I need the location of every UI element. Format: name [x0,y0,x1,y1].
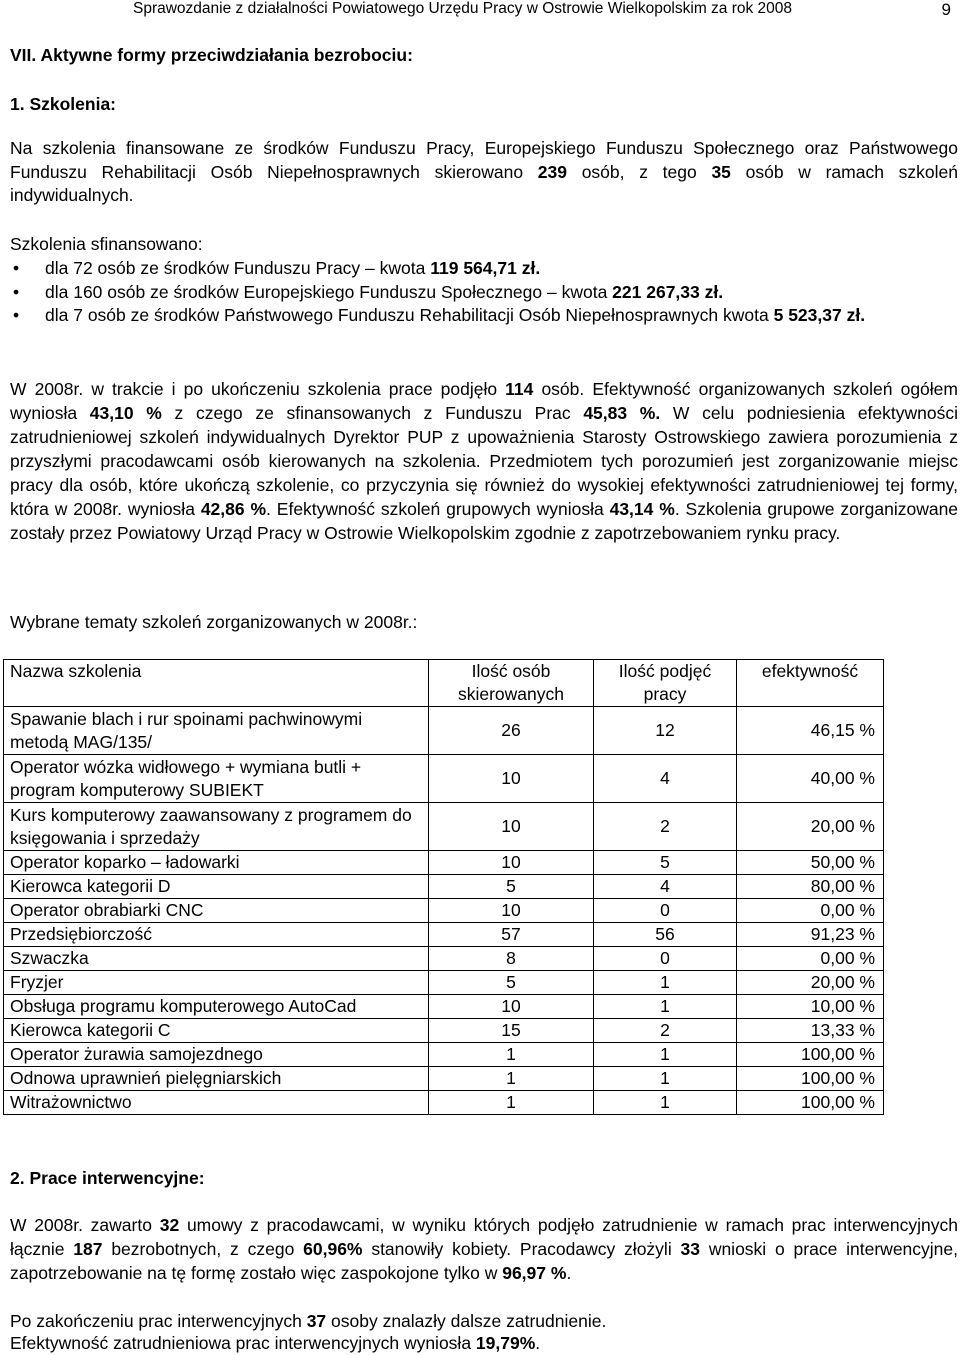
cell-eff: 20,00 % [737,971,884,995]
cell-sent: 26 [429,707,594,755]
intervention-followup: Po zakończeniu prac interwencyjnych 37 osoby znalazły dalsze zatrudnienie. [10,1311,607,1331]
cell-sent: 1 [429,1067,594,1091]
cell-sent: 10 [429,755,594,803]
training-table [3,659,884,1115]
cell-eff: 13,33 % [737,1019,884,1043]
cell-eff: 91,23 % [737,923,884,947]
header-cell: Nazwa szkolenia [4,660,429,707]
header-cell: Ilość osób skierowanych [429,660,594,707]
cell-name: Spawanie blach i rur spoinami pachwinowymi metodą MAG/135/ [4,707,429,755]
cell-sent: 10 [429,851,594,875]
table-row [4,947,884,971]
page-number: 9 [941,0,951,19]
cell-jobs: 1 [594,1043,737,1067]
cell-sent: 10 [429,995,594,1019]
cell-name: Fryzjer [4,971,429,995]
cell-eff: 0,00 % [737,899,884,923]
cell-sent: 1 [429,1043,594,1067]
table-row [4,971,884,995]
list-item: • dla 160 osób ze środków Europejskiego Funduszu Społecznego – kwota 221 267,33 zł. [10,281,933,305]
list-item: • dla 7 osób ze środków Państwowego Funduszu Rehabilitacji Osób Niepełnosprawnych kwota 5 523,37 zł. [10,304,933,328]
cell-sent: 10 [429,899,594,923]
intervention-efficiency: Efektywność zatrudnieniowa prac interwencyjnych wyniosła 19,79%. [10,1333,541,1353]
table-row [4,755,884,803]
cell-sent: 15 [429,1019,594,1043]
table-row [4,1067,884,1091]
topics-label: Wybrane tematy szkoleń zorganizowanych w 2008r.: [10,612,418,632]
cell-jobs: 1 [594,971,737,995]
table-row [4,899,884,923]
cell-eff: 40,00 % [737,755,884,803]
table-row [4,1043,884,1067]
cell-jobs: 4 [594,755,737,803]
cell-name: Operator żurawia samojezdnego [4,1043,429,1067]
cell-jobs: 5 [594,851,737,875]
funded-label: Szkolenia sfinansowano: [10,234,203,254]
cell-eff: 100,00 % [737,1043,884,1067]
cell-jobs: 4 [594,875,737,899]
cell-eff: 80,00 % [737,875,884,899]
header-cell: Ilość podjęć pracy [594,660,737,707]
funding-list [10,257,933,328]
cell-sent: 5 [429,875,594,899]
cell-jobs: 2 [594,1019,737,1043]
cell-jobs: 0 [594,899,737,923]
table-row [4,803,884,851]
cell-sent: 5 [429,971,594,995]
cell-jobs: 2 [594,803,737,851]
table-row [4,995,884,1019]
cell-name: Kierowca kategorii D [4,875,429,899]
section-title: VII. Aktywne formy przeciwdziałania bezrobociu: [10,45,413,65]
cell-name: Szwaczka [4,947,429,971]
cell-sent: 8 [429,947,594,971]
cell-eff: 20,00 % [737,803,884,851]
cell-jobs: 12 [594,707,737,755]
running-header: Sprawozdanie z działalności Powiatowego Urzędu Pracy w Ostrowie Wielkopolskim za rok 2008 [133,0,793,17]
cell-name: Operator koparko – ładowarki [4,851,429,875]
cell-eff: 0,00 % [737,947,884,971]
cell-name: Kurs komputerowy zaawansowany z programem do księgowania i sprzedaży [4,803,429,851]
cell-eff: 50,00 % [737,851,884,875]
training-summary-paragraph: W 2008r. w trakcie i po ukończeniu szkolenia prace podjęło 114 osób. Efektywność organizowanych szkoleń ogółem wyniosła 43,10 % z czego ze sfinansowanych z Funduszu Prac 45,83 %. W celu podniesienia efektywności zatrudnieniowej szkoleń indywidualnych Dyrektor PUP z upoważnienia Starosty Ostrowskiego zawiera porozumienia z przyszłymi pracodawcami osób kierowanych na szkolenia. Przedmiotem tych porozumień jest zorganizowanie miejsc pracy dla osób, które ukończą szkolenie, co przyczynia się również do wysokiej efektywności zatrudnieniowej tej formy, która w 2008r. wyniosła 42,86 %. Efektywność szkoleń grupowych wyniosła 43,14 %. Szkolenia grupowe zorganizowane zostały przez Powiatowy Urząd Pracy w Ostrowie Wielkopolskim zgodnie z zapotrzebowaniem rynku pracy. [10,379,959,543]
cell-eff: 46,15 % [737,707,884,755]
cell-sent: 1 [429,1091,594,1115]
training-intro-paragraph: Na szkolenia finansowane ze środków Funduszu Pracy, Europejskiego Funduszu Społecznego oraz Państwowego Funduszu Rehabilitacji Osób Niepełnosprawnych skierowano 239 osób, z tego 35 osób w ramach szkoleń indywidualnych. [10,138,958,205]
cell-eff: 100,00 % [737,1091,884,1115]
cell-name: Witrażownictwo [4,1091,429,1115]
cell-jobs: 1 [594,1067,737,1091]
cell-jobs: 1 [594,1091,737,1115]
header-cell: efektywność [737,660,884,707]
table-row [4,923,884,947]
table-row [4,875,884,899]
subsection-title-intervention: 2. Prace interwencyjne: [10,1168,205,1188]
cell-name: Obsługa programu komputerowego AutoCad [4,995,429,1019]
cell-name: Operator wózka widłowego + wymiana butli + program komputerowy SUBIEKT [4,755,429,803]
cell-sent: 57 [429,923,594,947]
table-row [4,1091,884,1115]
list-item: • dla 72 osób ze środków Funduszu Pracy – kwota 119 564,71 zł. [10,257,933,281]
cell-eff: 100,00 % [737,1067,884,1091]
intervention-paragraph: W 2008r. zawarto 32 umowy z pracodawcami, w wyniku których podjęło zatrudnienie w ramach prac interwencyjnych łącznie 187 bezrobotnych, z czego 60,96% stanowiły kobiety. Pracodawcy złożyli 33 wnioski o prace interwencyjne, zapotrzebowanie na tę formę zostało więc zaspokojone tylko w 96,97 %. [10,1215,959,1283]
table-row [4,1019,884,1043]
cell-jobs: 1 [594,995,737,1019]
cell-name: Odnowa uprawnień pielęgniarskich [4,1067,429,1091]
subsection-title-training: 1. Szkolenia: [10,94,117,114]
cell-sent: 10 [429,803,594,851]
table-header-row [4,660,884,707]
cell-jobs: 56 [594,923,737,947]
table-row [4,707,884,755]
cell-name: Kierowca kategorii C [4,1019,429,1043]
cell-name: Przedsiębiorczość [4,923,429,947]
cell-jobs: 0 [594,947,737,971]
cell-name: Operator obrabiarki CNC [4,899,429,923]
cell-eff: 10,00 % [737,995,884,1019]
table-row [4,851,884,875]
